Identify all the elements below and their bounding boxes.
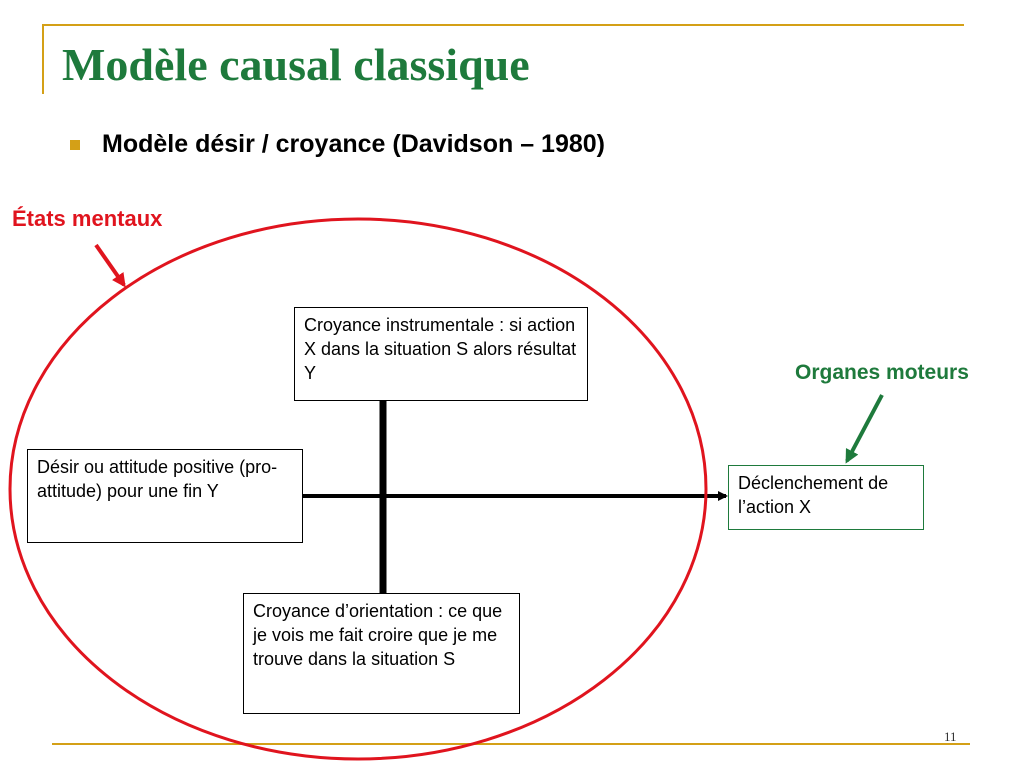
motor-organs-pointer-arrow <box>847 395 882 461</box>
mental-states-label: États mentaux <box>12 206 163 231</box>
action-trigger-box: Déclenchement de l’action X <box>728 465 924 530</box>
motor-organs-label: Organes moteurs <box>795 361 969 384</box>
mental-states-pointer-arrow <box>96 245 124 285</box>
desire-box: Désir ou attitude positive (pro-attitude) pour une fin Y <box>27 449 303 543</box>
page-number: 11 <box>944 729 957 744</box>
bullet-text: Modèle désir / croyance (Davidson – 1980) <box>102 130 605 158</box>
instrumental-belief-box: Croyance instrumentale : si action X dans la situation S alors résultat Y <box>294 307 588 401</box>
orientation-belief-box: Croyance d’orientation : ce que je vois me fait croire que je me trouve dans la situation S <box>243 593 520 714</box>
slide-title: Modèle causal classique <box>62 39 530 90</box>
